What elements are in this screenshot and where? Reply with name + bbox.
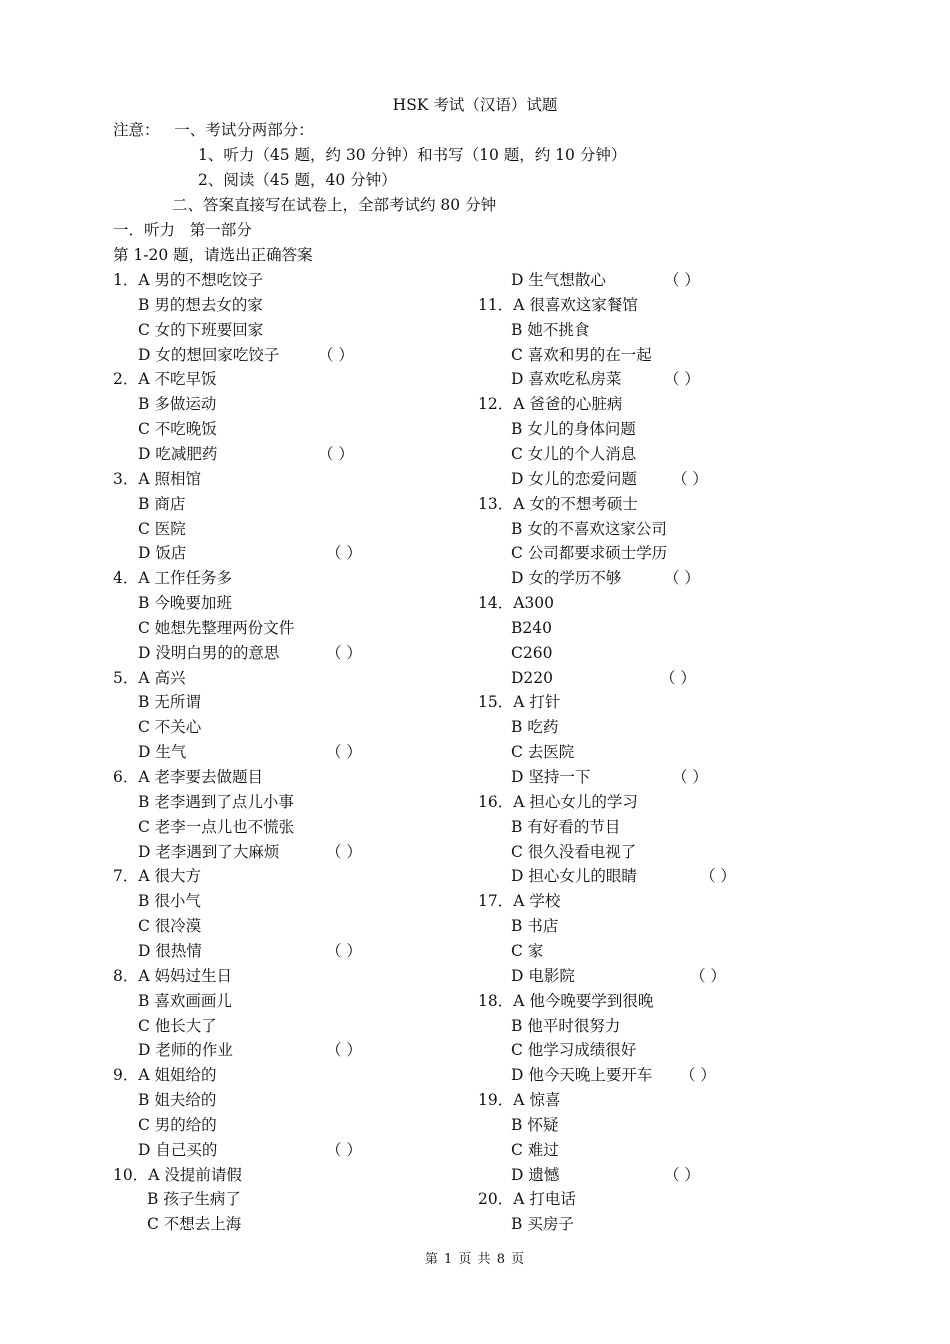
option-line: C 她想先整理两份文件 — [138, 618, 295, 637]
question-line: 17．A 学校 — [478, 892, 561, 911]
option-line: D 女的学历不够 — [511, 569, 622, 588]
option-line: D 喜欢吃私房菜 — [511, 370, 622, 389]
question-line: 1．A 男的不想吃饺子 — [113, 271, 263, 289]
option-line: D 电影院 — [511, 966, 575, 985]
answer-blank: （ ） — [664, 1165, 700, 1184]
option-line: D 很热情 — [138, 941, 202, 960]
option-line: C 去医院 — [511, 743, 575, 762]
section-instruction: 第 1-20 题，请选出正确答案 — [113, 246, 313, 264]
option-line: C 医院 — [138, 519, 186, 538]
answer-blank: （ ） — [326, 1140, 362, 1159]
question-line: 11．A 很喜欢这家餐馆 — [478, 295, 638, 314]
question-line: 9．A 姐姐给的 — [113, 1066, 217, 1085]
option-line: B 姐夫给的 — [138, 1091, 217, 1110]
question-line: 15．A 打针 — [478, 693, 561, 712]
option-line: D 女的想回家吃饺子 — [138, 345, 280, 364]
question-line: 12．A 爸爸的心脏病 — [478, 395, 623, 414]
option-line: D 担心女儿的眼睛 — [511, 867, 637, 886]
answer-blank: （ ） — [664, 370, 700, 389]
option-line: D 老李遇到了大麻烦 — [138, 842, 280, 861]
note-line: 1、听力（45 题，约 30 分钟）和书写（10 题，约 10 分钟） — [198, 146, 627, 164]
option-line: B 商店 — [138, 494, 186, 513]
answer-blank: （ ） — [690, 966, 726, 985]
note-line: 注意： 一、考试分两部分： — [113, 121, 314, 139]
option-line: C 他学习成绩很好 — [511, 1041, 637, 1060]
option-line: C 公司都要求硕士学历 — [511, 544, 668, 563]
option-line: D 女儿的恋爱问题 — [511, 469, 637, 488]
question-line: 2．A 不吃早饭 — [113, 370, 217, 389]
answer-blank: （ ） — [326, 842, 362, 861]
question-line: 16．A 担心女儿的学习 — [478, 792, 638, 811]
answer-blank: （ ） — [318, 444, 354, 463]
option-line: B 怀疑 — [511, 1115, 559, 1134]
option-line: D 生气 — [138, 743, 187, 762]
option-line: D 遗憾 — [511, 1165, 560, 1184]
question-line: 18．A 他今晚要学到很晚 — [478, 991, 654, 1010]
option-line: C260 — [511, 643, 553, 662]
option-line: B 很小气 — [138, 892, 201, 911]
answer-blank: （ ） — [672, 768, 708, 786]
question-line: 4．A 工作任务多 — [113, 569, 232, 588]
option-line: C 难过 — [511, 1140, 559, 1159]
question-line: 5．A 高兴 — [113, 668, 186, 687]
option-line: D 没明白男的的意思 — [138, 643, 280, 662]
answer-blank: （ ） — [326, 643, 362, 662]
option-line: B240 — [511, 618, 552, 637]
option-line: D 饭店 — [138, 544, 187, 563]
question-line: 14．A300 — [478, 594, 555, 613]
option-line: D220 — [511, 668, 554, 687]
option-line: C 家 — [511, 941, 544, 960]
option-line: D 自己买的 — [138, 1140, 218, 1159]
option-line: B 有好看的节目 — [511, 817, 621, 836]
answer-blank: （ ） — [318, 345, 354, 364]
option-line: D 吃减肥药 — [138, 444, 218, 463]
option-line: B 喜欢画画儿 — [138, 991, 232, 1010]
option-line: D 他今天晚上要开车 — [511, 1066, 653, 1085]
option-line: C 很冷漠 — [138, 917, 202, 936]
option-line: B 男的想去女的家 — [138, 295, 263, 314]
answer-blank: （ ） — [326, 1041, 362, 1060]
option-line: C 不想去上海 — [147, 1215, 242, 1234]
question-line: 20．A 打电话 — [478, 1190, 576, 1209]
note-line: 二、答案直接写在试卷上，全部考试约 80 分钟 — [172, 196, 497, 214]
question-line: 13．A 女的不想考硕士 — [478, 494, 638, 513]
option-line: C 女儿的个人消息 — [511, 444, 637, 463]
answer-blank: （ ） — [700, 867, 736, 886]
option-line: B 女的不喜欢这家公司 — [511, 519, 667, 538]
option-line: B 买房子 — [511, 1215, 574, 1234]
page-title: HSK 考试（汉语）试题 — [392, 96, 558, 114]
section-heading: 一．听力 第一部分 — [113, 221, 252, 239]
option-line: B 吃药 — [511, 718, 559, 737]
option-line: C 不吃晚饭 — [138, 420, 217, 439]
option-line: B 老李遇到了点儿小事 — [138, 792, 294, 811]
option-line: B 她不挑食 — [511, 320, 590, 339]
option-line: D 老师的作业 — [138, 1041, 233, 1060]
option-line: D 生气想散心 — [511, 271, 606, 289]
option-line: B 女儿的身体问题 — [511, 420, 636, 439]
option-line: D 坚持一下 — [511, 768, 591, 786]
option-line: B 今晚要加班 — [138, 594, 232, 613]
page-footer: 第 1 页 共 8 页 — [424, 1252, 526, 1267]
answer-blank: （ ） — [326, 941, 362, 960]
answer-blank: （ ） — [664, 271, 700, 289]
option-line: B 多做运动 — [138, 395, 217, 414]
answer-blank: （ ） — [664, 569, 700, 588]
option-line: C 老李一点儿也不慌张 — [138, 817, 295, 836]
option-line: C 很久没看电视了 — [511, 842, 637, 861]
note-line: 2、阅读（45 题，40 分钟） — [198, 171, 397, 189]
option-line: B 无所谓 — [138, 693, 201, 712]
option-line: C 喜欢和男的在一起 — [511, 345, 652, 364]
question-line: 7．A 很大方 — [113, 867, 201, 886]
question-line: 6．A 老李要去做题目 — [113, 768, 263, 786]
answer-blank: （ ） — [672, 469, 708, 488]
option-line: B 书店 — [511, 917, 559, 936]
answer-blank: （ ） — [326, 743, 362, 762]
question-line: 3．A 照相馆 — [113, 469, 201, 488]
option-line: C 男的给的 — [138, 1115, 217, 1134]
option-line: B 他平时很努力 — [511, 1016, 621, 1035]
option-line: C 女的下班要回家 — [138, 320, 264, 339]
question-line: 10．A 没提前请假 — [113, 1165, 242, 1184]
answer-blank: （ ） — [680, 1066, 716, 1085]
question-line: 19．A 惊喜 — [478, 1091, 561, 1110]
option-line: C 不关心 — [138, 718, 202, 737]
answer-blank: （ ） — [660, 668, 696, 687]
question-line: 8．A 妈妈过生日 — [113, 966, 232, 985]
option-line: B 孩子生病了 — [147, 1190, 241, 1209]
answer-blank: （ ） — [326, 544, 362, 563]
option-line: C 他长大了 — [138, 1016, 217, 1035]
